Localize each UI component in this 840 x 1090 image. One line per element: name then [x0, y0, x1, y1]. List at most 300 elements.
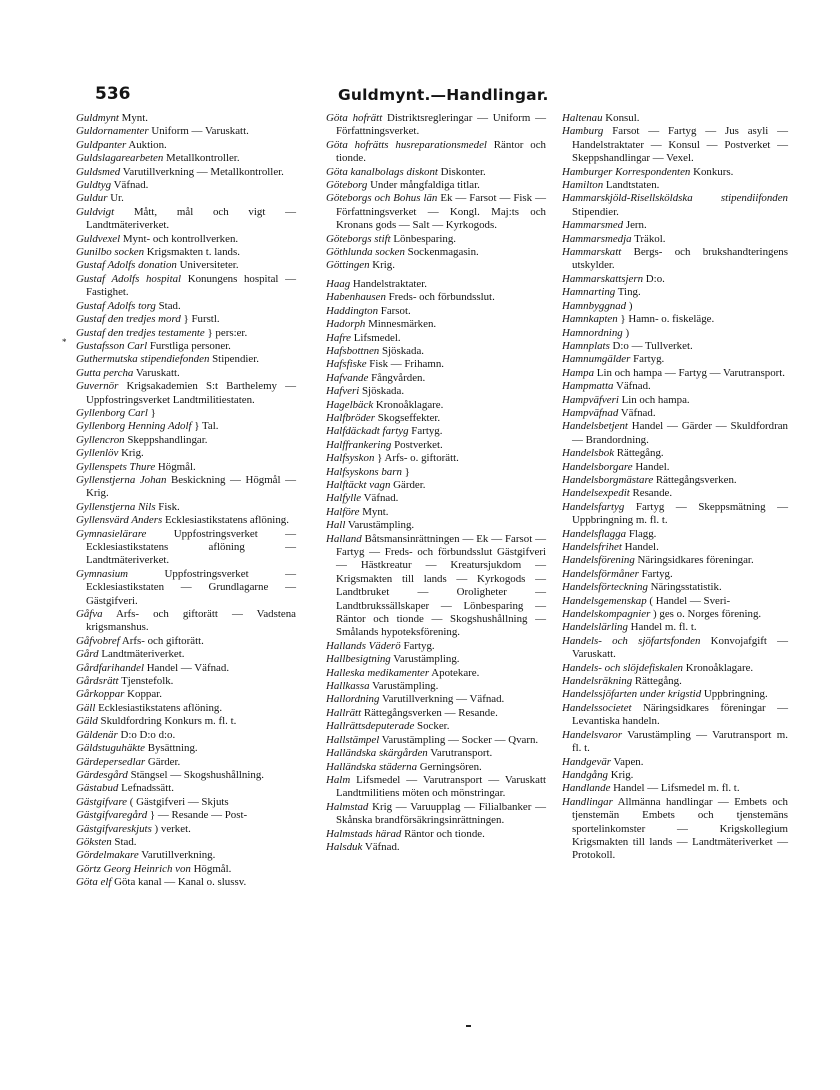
index-entry	[326, 291, 546, 304]
entry-headword: Hamnordning	[562, 326, 623, 339]
entry-headword: Hamnkapten	[562, 313, 618, 326]
index-entry	[562, 233, 788, 246]
index-entry	[562, 675, 788, 688]
entry-headword: Guthermutska stipendiefonden	[76, 353, 210, 366]
index-entry	[326, 680, 546, 693]
entry-references: Kronoåklagare.	[373, 398, 444, 411]
entry-headword: Handelsbetjent	[562, 420, 628, 433]
entry-headword: Gårkoppar	[76, 688, 125, 701]
entry-headword: Hafvande	[326, 371, 369, 384]
entry-headword: Göta kanalbolags diskont	[326, 165, 438, 178]
entry-headword: Gymnasielärare	[76, 527, 147, 540]
entry-references: } Arfs- o. giftorätt.	[374, 452, 459, 465]
entry-references: Allmänna handlingar — Embets och tjenstemän Embets och tjenstemäns sportelinkomster — Krigskollegium Krigsmakten till lands — Landtmäteriverket — Protokoll.	[572, 795, 788, 862]
entry-headword: Hamnbyggnad	[562, 299, 627, 312]
entry-references: Krig.	[369, 259, 395, 272]
entry-references: Stipendier.	[572, 205, 619, 218]
index-entry	[326, 720, 546, 733]
entry-headword: Hamnplats	[562, 339, 610, 352]
entry-headword: Gymnasium	[76, 567, 129, 580]
entry-headword: Handelssocietet	[562, 701, 632, 714]
entry-references: Vapen.	[611, 755, 644, 768]
index-entry	[562, 662, 788, 675]
entry-references: Handel — Gärder — Skuldfordran — Brandordning.	[572, 420, 788, 446]
entry-headword: Halfylle	[326, 492, 362, 505]
entry-headword: Göthlunda socken	[326, 246, 405, 259]
entry-headword: Gustaf Adolfs donation	[76, 259, 177, 272]
entry-references: Stad.	[111, 835, 137, 848]
entry-references: Rättegångsverken.	[653, 473, 737, 486]
entry-references: Ek — Farsot — Fisk — Författningsverket — Kongl. Maj:ts och Kronans gods — Salt — Kyrkogods.	[336, 192, 546, 232]
entry-headword: Halsduk	[326, 840, 363, 853]
entry-references: Tjenstefolk.	[118, 675, 174, 688]
index-entry	[562, 474, 788, 487]
entry-references: Väfnad.	[613, 380, 651, 393]
index-entry	[326, 259, 546, 272]
entry-references: Flagg.	[626, 527, 657, 540]
entry-headword: Hallstämpel	[326, 733, 380, 746]
index-entry	[76, 823, 296, 836]
entry-references: Farsot.	[378, 304, 411, 317]
entry-headword: Gyllensvärd Anders	[76, 514, 163, 527]
index-entry	[562, 635, 788, 662]
index-entry	[562, 621, 788, 634]
index-entry	[326, 399, 546, 412]
index-entry	[562, 729, 788, 756]
entry-references: Varutillverkning — Väfnad.	[379, 693, 505, 706]
index-entry	[76, 702, 296, 715]
entry-references: ( Gästgifveri — Skjuts	[127, 795, 229, 808]
index-entry	[76, 112, 296, 125]
entry-headword: Hallbesigtning	[326, 653, 391, 666]
index-entry	[326, 305, 546, 318]
entry-references: Rättegångsverken — Resande.	[361, 706, 498, 719]
entry-references: )	[626, 299, 633, 312]
entry-headword: Hammarskjöld-Risellsköldska stipendiifonden	[562, 192, 788, 205]
entry-references: D:o — Tullverket.	[609, 339, 693, 352]
running-head: Guldmynt.—Handlingar.	[338, 86, 549, 104]
index-entry	[562, 554, 788, 567]
index-entry	[326, 358, 546, 371]
index-entry	[326, 747, 546, 760]
entry-headword: Handelsräkning	[562, 675, 633, 688]
entry-headword: Haltenau	[562, 112, 603, 124]
entry-references: ) ges o. Norges förening.	[650, 608, 762, 621]
entry-references: Varutransport.	[427, 747, 493, 760]
entry-references: Stipendier.	[209, 353, 259, 366]
index-entry	[562, 112, 788, 125]
entry-references: Uppfostringsverket — Ecklesiastikstatens aflöning — Landtmäteriverket.	[86, 527, 296, 567]
entry-headword: Hallkassa	[326, 680, 370, 693]
entry-headword: Gustafsson Carl	[76, 339, 148, 352]
entry-references: Konsul.	[602, 112, 640, 124]
index-entry	[326, 707, 546, 720]
entry-headword: Handgång	[562, 768, 608, 781]
entry-references: Mynt.	[359, 505, 389, 518]
index-entry	[326, 667, 546, 680]
entry-headword: Halfsyskon	[326, 452, 375, 465]
entry-references: Mynt- och kontrollverken.	[120, 232, 239, 245]
entry-headword: Hadorph	[326, 318, 366, 331]
entry-references: Varustämpling.	[345, 519, 415, 532]
index-entry	[326, 492, 546, 505]
entry-headword: Hall	[326, 519, 346, 532]
entry-references: Bergs- och brukshandteringens utskylder.	[572, 246, 788, 272]
entry-references: Landtmäteriverket.	[98, 648, 185, 661]
entry-references: Krigsakademien S:t Barthelemy — Uppfostringsverket Landtmilitiestaten.	[86, 380, 296, 406]
index-entry	[76, 876, 296, 889]
entry-references: Varustämpling — Varutransport m. fl. t.	[572, 728, 788, 755]
entry-headword: Handels- och slöjdefiskalen	[562, 661, 683, 674]
entry-references: Resande.	[629, 487, 673, 500]
index-entry	[326, 166, 546, 179]
entry-headword: Gyllenstjerna Nils	[76, 500, 156, 513]
index-entry	[562, 702, 788, 729]
index-entry	[326, 332, 546, 345]
index-entry	[76, 273, 296, 300]
index-entry	[76, 836, 296, 849]
entry-references: Skogseffekter.	[375, 411, 441, 424]
entry-references: Varutillverkning.	[138, 849, 216, 862]
index-entry	[326, 801, 546, 828]
entry-headword: Halfsyskons barn	[326, 465, 402, 478]
index-entry	[76, 434, 296, 447]
index-entry	[76, 246, 296, 259]
index-entry	[76, 367, 296, 380]
entry-references: Mått, mål och vigt — Landtmäteriverket.	[86, 205, 296, 232]
index-entry	[326, 385, 546, 398]
entry-headword: Handelsgemenskap	[562, 594, 647, 607]
entry-references: Näringsidkares föreningar.	[634, 554, 754, 567]
entry-references: Ting.	[615, 286, 641, 299]
entry-headword: Gyllenspets Thure	[76, 460, 156, 473]
index-entry	[76, 849, 296, 862]
entry-references: Uppbringning.	[701, 688, 768, 701]
entry-headword: Hamnumgälder	[562, 353, 631, 366]
index-entry	[326, 345, 546, 358]
entry-headword: Handelsfrihet	[562, 541, 622, 553]
entry-references: Jern.	[623, 219, 647, 232]
index-entry	[562, 528, 788, 541]
entry-references: Väfnad.	[361, 492, 399, 505]
index-entry	[326, 519, 546, 532]
entry-headword: Halffrankering	[326, 438, 392, 451]
entry-references: Lin och hampa.	[618, 393, 690, 406]
entry-references: Träkol.	[631, 232, 666, 245]
entry-references: Gerningsören.	[417, 760, 482, 773]
index-entry	[562, 353, 788, 366]
entry-references: Handelstraktater.	[350, 277, 428, 290]
index-entry	[326, 412, 546, 425]
entry-headword: Haag	[326, 277, 351, 290]
entry-headword: Göttingen	[326, 259, 370, 272]
index-entry	[562, 166, 788, 179]
index-entry	[562, 273, 788, 286]
index-entry	[76, 233, 296, 246]
index-entry	[562, 420, 788, 447]
entry-headword: Hafsbottnen	[326, 344, 380, 357]
entry-headword: Görtz Georg Heinrich von	[76, 862, 191, 875]
entry-headword: Gäld	[76, 715, 98, 728]
index-entry	[562, 327, 788, 340]
index-entry	[562, 541, 788, 554]
entry-references: Postverket.	[391, 438, 443, 451]
index-entry	[562, 688, 788, 701]
index-entry	[562, 125, 788, 165]
entry-references: Fartyg.	[400, 639, 435, 652]
entry-headword: Hampmatta	[562, 380, 614, 393]
entry-headword: Halleska medikamenter	[326, 666, 430, 679]
entry-references: Arfs- och giftorätt.	[119, 634, 204, 647]
index-column-2	[326, 112, 546, 854]
entry-references: Fisk.	[155, 500, 180, 513]
index-entry	[562, 608, 788, 621]
entry-headword: Göteborgs stift	[326, 232, 391, 245]
entry-references: Bysättning.	[144, 742, 198, 755]
entry-references: Farsot — Fartyg — Jus asyli — Handelstraktater — Konsul — Postverket — Skeppshandlingar — Vexel.	[572, 125, 788, 165]
entry-references: Högmål.	[190, 862, 232, 875]
index-entry	[326, 841, 546, 854]
index-entry	[562, 313, 788, 326]
entry-headword: Halländska skärgården	[326, 747, 428, 760]
entry-references: Handel — Väfnad.	[143, 661, 230, 674]
index-entry	[76, 863, 296, 876]
entry-references: ) verket.	[151, 822, 191, 835]
entry-headword: Halföre	[326, 505, 360, 518]
entry-headword: Gåfva	[76, 608, 103, 621]
entry-headword: Handelsflagga	[562, 527, 627, 540]
entry-headword: Hamburg	[562, 125, 604, 138]
index-entry	[326, 318, 546, 331]
index-entry	[76, 125, 296, 138]
index-entry	[76, 769, 296, 782]
entry-headword: Guldornamenter	[76, 125, 149, 138]
entry-references: Varustämpling — Socker — Qvarn.	[379, 733, 539, 746]
entry-references: Varutillverkning — Metallkontroller.	[120, 165, 284, 178]
entry-headword: Hafsfiske	[326, 358, 367, 371]
entry-headword: Gärdepersedlar	[76, 755, 146, 768]
entry-headword: Guldvexel	[76, 232, 121, 245]
index-entry	[326, 452, 546, 465]
entry-references: Uppfostringsverket — Ecklesiastikstaten — Grundlagarne — Gästgifveri.	[86, 567, 296, 607]
entry-headword: Gustaf Adolfs torg	[76, 299, 156, 312]
entry-headword: Guldslagarearbeten	[76, 152, 164, 165]
entry-headword: Handelskompagnier	[562, 608, 651, 621]
entry-headword: Handelsvaror	[562, 728, 623, 741]
entry-references: Varustämpling.	[369, 680, 439, 693]
entry-references: Handel — Lifsmedel m. fl. t.	[610, 782, 740, 795]
index-entry	[76, 192, 296, 205]
index-entry	[76, 528, 296, 568]
index-entry	[76, 447, 296, 460]
entry-references: Ecklesiastikstatens aflöning.	[95, 701, 223, 714]
index-entry	[562, 461, 788, 474]
entry-references: Konkurs.	[690, 165, 734, 178]
index-entry	[562, 340, 788, 353]
entry-headword: Hammarsmed	[562, 219, 624, 232]
entry-headword: Gustaf Adolfs hospital	[76, 272, 182, 285]
index-entry	[76, 796, 296, 809]
entry-references: Stad.	[155, 299, 181, 312]
index-entry	[562, 487, 788, 500]
entry-headword: Hampväfveri	[562, 393, 619, 406]
entry-headword: Gyllenborg Carl	[76, 406, 148, 419]
entry-references: Fångvården.	[368, 371, 426, 384]
entry-references: }	[401, 465, 410, 478]
entry-references: Göta kanal — Kanal o. slussv.	[111, 876, 247, 889]
index-entry	[76, 675, 296, 688]
index-entry	[76, 313, 296, 326]
entry-headword: Gäldenär	[76, 728, 118, 741]
index-entry	[76, 715, 296, 728]
index-entry	[76, 782, 296, 795]
index-entry	[76, 514, 296, 527]
index-entry	[76, 662, 296, 675]
entry-headword: Handelsförteckning	[562, 581, 648, 594]
index-entry	[76, 756, 296, 769]
entry-headword: Gästgifvaregård	[76, 809, 148, 822]
entry-headword: Halmstads härad	[326, 827, 402, 840]
entry-headword: Handels- och sjöfartsfonden	[562, 634, 701, 647]
entry-headword: Gördelmakare	[76, 849, 139, 862]
index-entry	[326, 693, 546, 706]
entry-references: Freds- och förbundsslut.	[385, 291, 495, 304]
entry-references: Handel.	[632, 460, 670, 473]
index-entry	[76, 635, 296, 648]
index-entry	[76, 688, 296, 701]
entry-references: Näringsstatistik.	[647, 581, 722, 594]
index-entry	[326, 192, 546, 232]
entry-references: Väfnad.	[362, 840, 400, 853]
entry-headword: Gård	[76, 648, 99, 661]
entry-references: D:o D:o d:o.	[117, 728, 176, 741]
entry-headword: Hamburger Korrespondenten	[562, 165, 691, 178]
index-entry	[562, 595, 788, 608]
entry-references: Varuskatt.	[133, 366, 180, 379]
index-entry	[76, 380, 296, 407]
entry-headword: Göta elf	[76, 876, 112, 889]
entry-headword: Gyllencron	[76, 433, 125, 446]
entry-references: ( Handel — Sveri-	[646, 594, 731, 607]
index-entry	[562, 394, 788, 407]
entry-headword: Handelsborgare	[562, 460, 633, 473]
entry-references: Diskonter.	[437, 165, 486, 178]
entry-references: Lefnadssätt.	[118, 782, 175, 795]
entry-references: Metallkontroller.	[163, 152, 240, 165]
index-entry	[76, 608, 296, 635]
index-entry	[76, 420, 296, 433]
entry-headword: Hamilton	[562, 179, 604, 192]
index-entry	[76, 166, 296, 179]
entry-references: Kronoåklagare.	[682, 661, 754, 674]
entry-references: Näringsidkares föreningar — Levantiska handeln.	[572, 701, 788, 728]
entry-references: }	[147, 406, 156, 419]
index-entry	[562, 756, 788, 769]
entry-headword: Gunilbo socken	[76, 246, 145, 259]
entry-headword: Hagelbäck	[326, 398, 374, 411]
entry-references: Stängsel — Skogshushållning.	[127, 768, 264, 781]
entry-references: Räntor och tionde.	[336, 138, 547, 165]
entry-references: Lin och hampa — Fartyg — Varutransport.	[594, 366, 786, 379]
entry-references: Gärder.	[145, 755, 181, 768]
entry-references: Rättegång.	[614, 447, 664, 460]
index-entry	[326, 828, 546, 841]
entry-references: Räntor och tionde.	[401, 827, 485, 840]
index-entry	[76, 259, 296, 272]
entry-headword: Hampa	[562, 366, 595, 379]
entry-headword: Hammarskattsjern	[562, 272, 644, 285]
entry-references: Väfnad.	[111, 179, 149, 192]
index-entry	[562, 581, 788, 594]
entry-headword: Hammarskatt	[562, 246, 622, 259]
entry-headword: Handlingar	[562, 795, 613, 808]
entry-references: Krig.	[607, 768, 634, 781]
index-entry	[326, 653, 546, 666]
entry-references: Landtstaten.	[603, 179, 660, 192]
entry-references: Uniform — Varuskatt.	[148, 125, 249, 138]
entry-headword: Handelsförening	[562, 554, 635, 567]
entry-references: D:o.	[643, 272, 665, 285]
entry-headword: Guldmynt	[76, 112, 119, 124]
index-entry	[326, 506, 546, 519]
entry-headword: Gästabud	[76, 782, 119, 795]
entry-references: Mynt.	[118, 112, 148, 124]
entry-headword: Gustaf den tredjes mord	[76, 313, 181, 326]
index-entry	[326, 112, 546, 139]
page-number: 536	[95, 84, 131, 104]
index-entry	[562, 447, 788, 460]
index-entry	[326, 179, 546, 192]
index-entry	[326, 479, 546, 492]
index-entry	[562, 286, 788, 299]
entry-references: Arfs- och giftorätt — Vadstena krigsmanshus.	[86, 608, 296, 634]
entry-references: } pers:er.	[204, 326, 248, 339]
entry-headword: Gustaf den tredjes testamente	[76, 326, 205, 339]
entry-headword: Gårdfarihandel	[76, 661, 144, 674]
entry-headword: Hafre	[326, 331, 352, 344]
entry-references: Lönbesparing.	[390, 232, 456, 245]
index-entry	[326, 372, 546, 385]
entry-headword: Halm	[326, 773, 351, 786]
entry-headword: Haddington	[326, 304, 379, 317]
entry-references: Konvojafgift — Varuskatt.	[572, 634, 789, 661]
entry-headword: Hallands Väderö	[326, 639, 401, 652]
entry-headword: Gutta percha	[76, 366, 134, 379]
index-entry	[562, 219, 788, 232]
index-entry	[76, 327, 296, 340]
entry-headword: Gyllenstjerna Johan	[76, 473, 167, 486]
entry-references: Konungens hospital — Fastighet.	[86, 272, 296, 299]
index-entry	[562, 782, 788, 795]
entry-references: Fartyg.	[638, 567, 673, 580]
entry-headword: Gyllenborg Henning Adolf	[76, 420, 192, 433]
index-entry	[76, 474, 296, 501]
entry-headword: Gäldstuguhäkte	[76, 742, 145, 755]
entry-headword: Gyllenlöv	[76, 447, 119, 460]
entry-references: Minnesmärken.	[365, 318, 437, 331]
entry-references: Sockenmagasin.	[404, 246, 479, 259]
index-entry	[326, 761, 546, 774]
index-entry	[326, 139, 546, 166]
index-entry	[326, 640, 546, 653]
index-entry	[76, 139, 296, 152]
entry-headword: Halländska städerna	[326, 760, 418, 773]
index-column-3	[562, 112, 788, 863]
index-entry	[76, 568, 296, 608]
entry-headword: Handgevär	[562, 755, 611, 768]
index-column-1	[76, 112, 296, 890]
entry-headword: Göksten	[76, 835, 112, 848]
